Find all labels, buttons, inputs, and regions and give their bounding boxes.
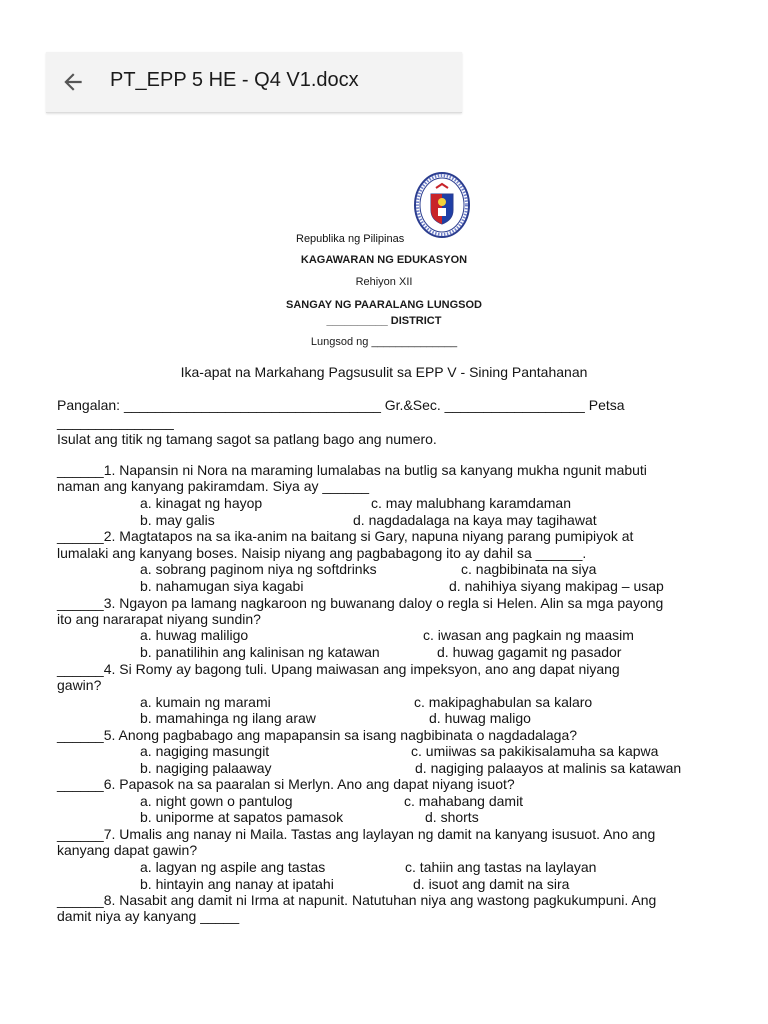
question-4-line1: ______4. Si Romy ay bagong tuli. Upang maiwasan ang impeksyon, ano ang dapat niyang: [57, 661, 620, 677]
header-sangay: SANGAY NG PAARALANG LUNGSOD: [286, 299, 482, 311]
question-4-option-a: a. kumain ng marami: [140, 694, 271, 710]
deped-seal-icon: [414, 172, 470, 238]
question-7-line2: kanyang dapat gawin?: [57, 842, 198, 858]
question-3-option-c: c. iwasan ang pagkain ng maasim: [423, 627, 634, 643]
question-3-line1: ______3. Ngayon pa lamang nagkaroon ng buwanang daloy o regla si Helen. Alin sa mga payong: [57, 595, 664, 611]
question-1-option-d: d. nagdadalaga na kaya may tagihawat: [353, 512, 597, 528]
question-8-line2: damit niya ay kanyang _____: [57, 908, 240, 924]
question-3-option-b: b. panatilihin ang kalinisan ng katawan: [140, 644, 380, 660]
question-5-option-b: b. nagiging palaaway: [140, 760, 272, 776]
question-7-option-c: c. tahiin ang tastas na laylayan: [405, 859, 597, 875]
question-4-option-c: c. makipaghabulan sa kalaro: [414, 694, 593, 710]
question-7-option-a: a. lagyan ng aspile ang tastas: [140, 859, 326, 875]
question-4-line2: gawin?: [57, 677, 102, 693]
question-1-option-b: b. may galis: [140, 512, 215, 528]
question-3-line2: ito ang nararapat niyang sundin?: [57, 611, 261, 627]
question-1-line2: naman ang kanyang pakiramdam. Siya ay ______: [57, 478, 370, 494]
question-2-line1: ______2. Magtatapos na sa ika-anim na baitang si Gary, napuna niyang parang pumipiyok at: [57, 528, 634, 544]
question-4-option-b: b. mamahinga ng ilang araw: [140, 710, 316, 726]
back-arrow-icon[interactable]: [60, 69, 86, 95]
question-6-option-b: b. uniporme at sapatos pamasok: [140, 809, 344, 825]
viewer-toolbar: [46, 52, 462, 113]
question-1-line1: ______1. Napansin ni Nora na maraming lumalabas na butlig sa kanyang mukha ngunit mabuti: [57, 462, 647, 478]
header-lungsod: Lungsod ng ______________: [310, 336, 458, 348]
question-2-option-a: a. sobrang paginom niya ng softdrinks: [140, 561, 377, 577]
question-2-line2: lumalaki ang kanyang boses. Naisip niyang ang pagbabagong ito ay dahil sa ______.: [57, 545, 587, 561]
instruction: Isulat ang titik ng tamang sagot sa patlang bago ang numero.: [57, 431, 437, 447]
header-district: __________ DISTRICT: [326, 315, 442, 327]
question-7-option-b: b. hintayin ang nanay at ipatahi: [140, 876, 334, 892]
question-5-option-d: d. nagiging palaayos at malinis sa katawan: [415, 760, 682, 776]
header-kagawaran: KAGAWARAN NG EDUKASYON: [300, 254, 468, 266]
question-6-option-c: c. mahabang damit: [404, 793, 524, 809]
question-6-line1: ______6. Papasok na sa paaralan si Merlyn. Ano ang dapat niyang isuot?: [57, 776, 515, 792]
question-8-line1: ______8. Nasabit ang damit ni Irma at napunit. Natutuhan niya ang wastong pagkukumpuni. Ang: [57, 892, 657, 908]
header-rehiyon: Rehiyon XII: [355, 276, 413, 288]
question-6-option-d: d. shorts: [425, 809, 479, 825]
question-1-option-c: c. may malubhang karamdaman: [371, 495, 571, 511]
question-1-option-a: a. kinagat ng hayop: [140, 495, 263, 511]
question-7-line1: ______7. Umalis ang nanay ni Maila. Tastas ang laylayan ng damit na kanyang isusuot. Ano ang: [57, 826, 656, 842]
question-2-option-c: c. nagbibinata na siya: [461, 561, 597, 577]
header-republika: Republika ng Pilipinas: [296, 233, 405, 245]
document-title: PT_EPP 5 HE - Q4 V1.docx: [110, 69, 359, 91]
question-5-option-a: a. nagiging masungit: [140, 743, 270, 759]
question-7-option-d: d. isuot ang damit na sira: [413, 876, 570, 892]
question-5-option-c: c. umiiwas sa pakikisalamuha sa kapwa: [411, 743, 659, 759]
question-3-option-a: a. huwag maliligo: [140, 627, 249, 643]
question-8-clip: [57, 908, 737, 928]
question-6-option-a: a. night gown o pantulog: [140, 793, 293, 809]
name-line: Pangalan: _________________________________ Gr.&Sec. __________________ Petsa: [57, 397, 625, 413]
exam-title: Ika-apat na Markahang Pagsusulit sa EPP V - Sining Pantahanan: [180, 364, 588, 380]
question-4-option-d: d. huwag maligo: [429, 710, 531, 726]
question-3-option-d: d. huwag gagamit ng pasador: [437, 644, 622, 660]
name-line-cont: _______________: [57, 414, 174, 430]
question-2-option-d: d. nahihiya siyang makipag – usap: [449, 578, 664, 594]
question-2-option-b: b. nahamugan siya kagabi: [140, 578, 304, 594]
question-5-line1: ______5. Anong pagbabago ang mapapansin sa isang nagbibinata o nagdadalaga?: [57, 727, 578, 743]
